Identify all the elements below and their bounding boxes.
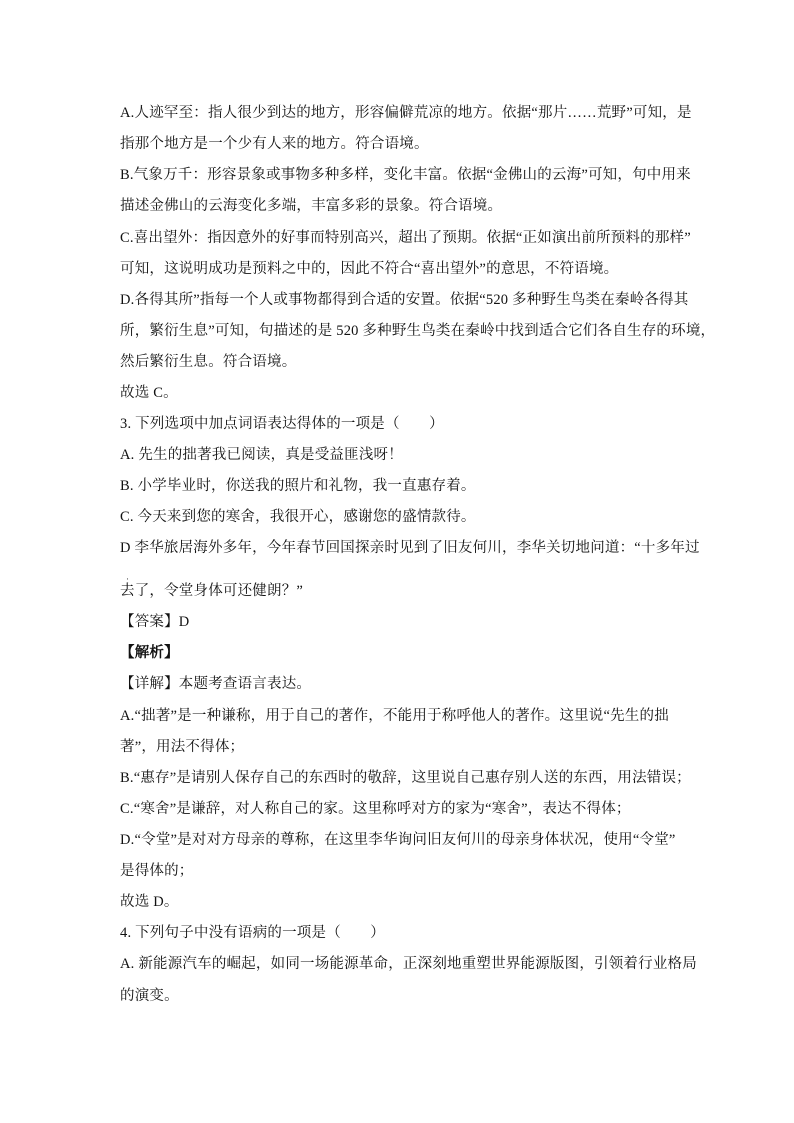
emphasis-dot: ·	[126, 574, 129, 584]
text-line: 所，繁衍生息”可知，句描述的是 520 多种野生鸟类在秦岭中找到适合它们各自生存的环境，	[120, 323, 716, 339]
text-line: 故选 D。	[120, 894, 179, 910]
text-line: 然后繁衍生息。符合语境。	[120, 354, 297, 370]
option-a: A. 先生的拙著我已阅读，真是受益匪浅呀！	[120, 447, 403, 463]
answer-label: 【答案】D	[120, 614, 190, 630]
text-line: 是得体的；	[120, 863, 194, 879]
question-title: 3. 下列选项中加点词语表达得体的一项是（ ）	[120, 416, 444, 432]
detail-heading: 【详解】本题考查语言表达。	[120, 676, 312, 692]
text-line: D.各得其所”指每一个人或事物都得到合适的安置。依据“520 多种野生鸟类在秦岭各得其	[120, 292, 689, 308]
text-line: D.“令堂”是对对方母亲的尊称，在这里李华询问旧友何川的母亲身体状况，使用“令堂”	[120, 832, 676, 848]
question-title: 4. 下列句子中没有语病的一项是（ ）	[120, 925, 385, 941]
analysis-heading: 【解析】	[120, 645, 179, 661]
text-line: C.“寒舍”是谦辞，对人称自己的家。这里称呼对方的家为“寒舍”，表达不得体；	[120, 801, 631, 817]
text-line: 描述金佛山的云海变化多端，丰富多彩的景象。符合语境。	[120, 198, 503, 214]
option-c: C. 今天来到您的寒舍，我很开心，感谢您的盛情款待。	[120, 509, 476, 525]
text-line: B.气象万千：形容景象或事物多种多样，变化丰富。依据“金佛山的云海”可知，句中用来	[120, 167, 691, 183]
text-line: 可知，这说明成功是预料之中的，因此不符合“喜出望外”的意思，不符语境。	[120, 261, 619, 277]
text-line: C.喜出望外：指因意外的好事而特别高兴，超出了预期。依据“正如演出前所预料的那样”	[120, 230, 691, 246]
text-line: A.人迹罕至：指人很少到达的地方，形容偏僻荒凉的地方。依据“那片……荒野”可知，是	[120, 105, 692, 121]
text-line: 的演变。	[120, 988, 179, 1004]
option-d: D 李华旅居海外多年，今年春节回国探亲时见到了旧友何川，李华关切地问道：“十多年过	[120, 540, 700, 556]
text-line: A.“拙著”是一种谦称，用于自己的著作，不能用于称呼他人的著作。这里说“先生的拙	[120, 708, 669, 724]
text-line: 著”，用法不得体；	[120, 739, 245, 755]
text-line: 指那个地方是一个少有人来的地方。符合语境。	[120, 136, 429, 152]
text-line: 故选 C。	[120, 385, 178, 401]
text-line: 去了，令堂身体可还健朗？”	[120, 583, 304, 599]
text-line: B.“惠存”是请别人保存自己的东西时的敬辞，这里说自己惠存别人送的东西，用法错误；	[120, 770, 691, 786]
option-b: B. 小学毕业时，你送我的照片和礼物，我一直惠存着。	[120, 478, 476, 494]
option-a: A. 新能源汽车的崛起，如同一场能源革命，正深刻地重塑世界能源版图，引领着行业格局	[120, 956, 697, 972]
